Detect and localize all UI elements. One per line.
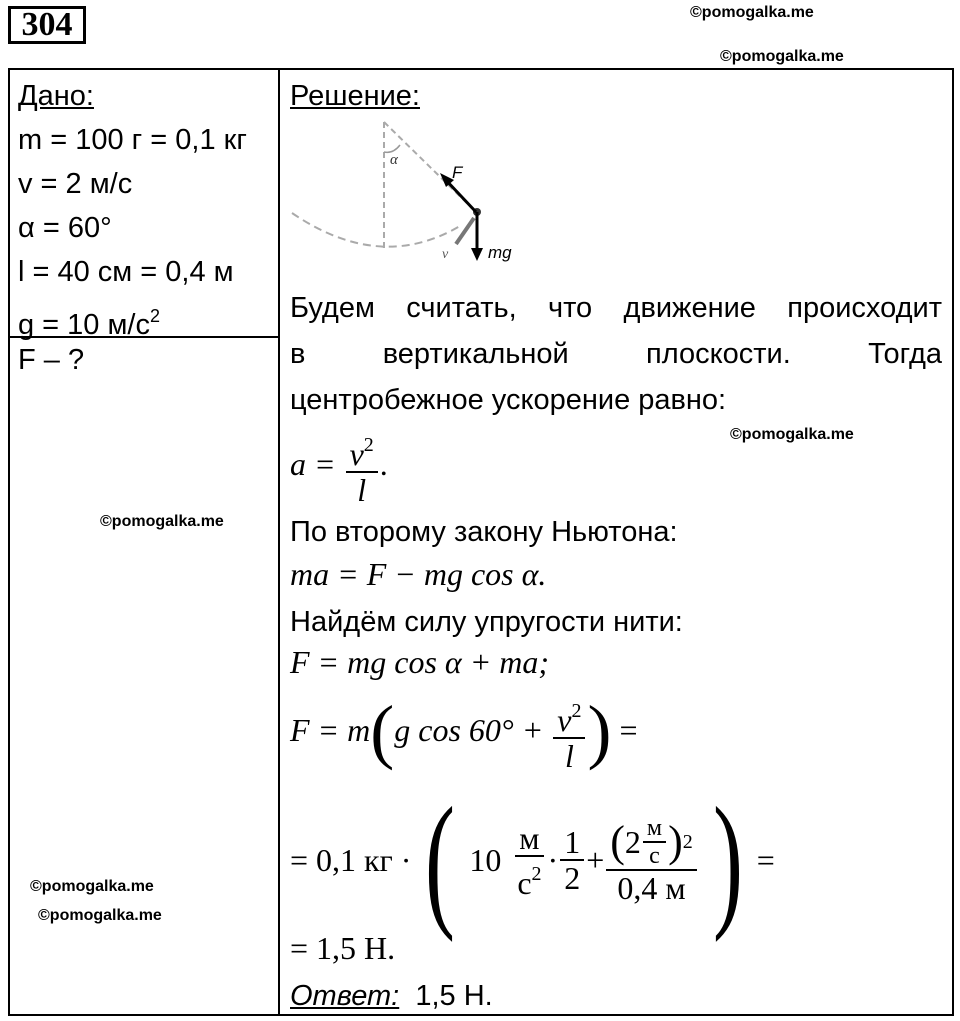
force-label: F bbox=[452, 163, 463, 182]
solution-heading: Решение: bbox=[290, 80, 420, 112]
equation-newton: ma = F − mg cos α. bbox=[290, 556, 547, 592]
alpha-label: α bbox=[390, 152, 398, 168]
given-gravity: g = 10 $м/с^2$ bbox=[18, 306, 161, 341]
column-divider bbox=[278, 68, 280, 1016]
given-length: l = 40 см = 0,4 м bbox=[18, 256, 234, 288]
find-force: F – ? bbox=[18, 344, 85, 376]
velocity-label: v⃗ bbox=[442, 247, 460, 262]
problem-number: 304 bbox=[8, 6, 86, 44]
paragraph-line-2: в вертикальной плоскости. Тогда bbox=[290, 338, 942, 370]
paragraph-line-3: центробежное ускорение равно: bbox=[290, 384, 727, 416]
equation-tension-expanded: F = m(g cos 60° + $\frac{v^2}{l}$ ) = bbox=[290, 691, 638, 775]
watermark: ©pomogalka.me bbox=[100, 513, 224, 530]
given-velocity: v = 2 м/с bbox=[18, 168, 133, 200]
answer-label: Ответ: bbox=[290, 980, 400, 1012]
pendulum-diagram bbox=[290, 118, 540, 268]
answer-line bbox=[290, 974, 493, 1018]
tension-text: Найдём силу упругости нити: bbox=[290, 606, 683, 638]
equation-tension: F = mg cos α + ma; bbox=[290, 644, 550, 680]
watermark: ©pomogalka.me bbox=[38, 907, 162, 924]
given-heading: Дано: bbox=[18, 80, 94, 112]
paragraph-line-1: Будем считать, что движение происходит bbox=[290, 292, 942, 324]
given-mass: m = 100 г = 0,1 кг bbox=[18, 124, 247, 156]
watermark: ©pomogalka.me bbox=[720, 48, 844, 65]
watermark: ©pomogalka.me bbox=[30, 878, 154, 895]
equation-result: = 1,5 Н. bbox=[290, 930, 396, 966]
equation-centripetal: a = $\frac{v^2}{l}$ . bbox=[290, 428, 388, 507]
given-angle: α = 60° bbox=[18, 212, 112, 244]
answer-value: 1,5 Н. bbox=[415, 980, 493, 1012]
newton-text: По второму закону Ньютона: bbox=[290, 516, 678, 548]
watermark: ©pomogalka.me bbox=[690, 4, 814, 21]
watermark: ©pomogalka.me bbox=[730, 426, 854, 443]
gravity-label: mg bbox=[488, 243, 512, 262]
equation-substitution: = 0,1 кг · ( 10 $\frac{м}{с^2}$ · $\frac{1}{2}$ + ( 2 $\frac{м}{с}$ ) 2 0,4 м ) = bbox=[290, 777, 775, 943]
